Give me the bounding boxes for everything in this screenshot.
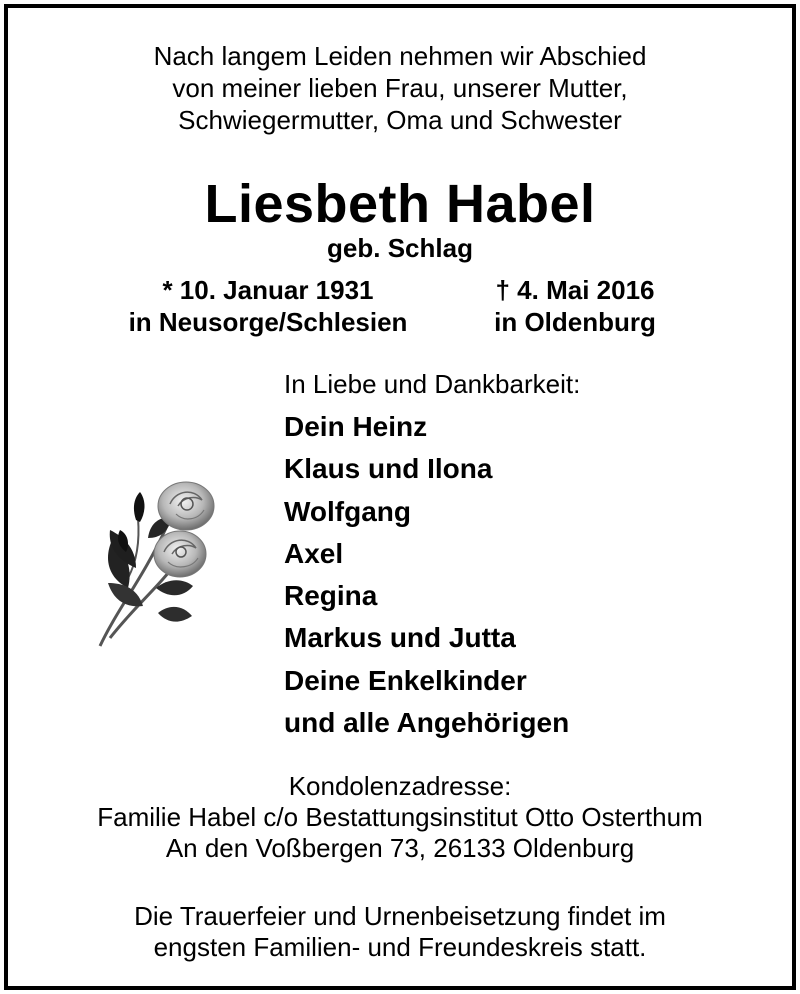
ceremony-line: engsten Familien- und Freundeskreis statt. — [153, 932, 647, 962]
mourner-name: Regina — [284, 580, 378, 612]
death-place: in Oldenburg — [494, 307, 656, 337]
mourner-name: Deine Enkelkinder — [284, 664, 527, 696]
maiden-name: geb. Schlag — [327, 233, 473, 263]
intro-line: Schwiegermutter, Oma und Schwester — [178, 105, 622, 135]
condolence-line: Familie Habel c/o Bestattungsinstitut Otto Osterthum — [97, 802, 703, 832]
birth-date: * 10. Januar 1931 — [162, 275, 374, 305]
intro-text — [8, 40, 792, 136]
death-info — [460, 274, 690, 338]
condolence-line: An den Voßbergen 73, 26133 Oldenburg — [165, 833, 635, 863]
intro-line: Nach langem Leiden nehmen wir Abschied — [153, 41, 647, 71]
mourner-name: Wolfgang — [284, 495, 412, 527]
death-date: † 4. Mai 2016 — [495, 275, 655, 305]
mourner-name: Dein Heinz — [284, 411, 428, 442]
birth-place: in Neusorge/Schlesien — [128, 307, 408, 337]
mourner-name: Axel — [284, 537, 344, 569]
mourner-name: Markus und Jutta — [284, 622, 516, 654]
condolence-label: Kondolenzadresse: — [288, 771, 512, 801]
mourner-name: Klaus und Ilona — [284, 453, 493, 485]
ceremony-note — [8, 901, 792, 963]
ceremony-line: Die Trauerfeier und Urnenbeisetzung findet im — [134, 901, 666, 931]
deceased-name: Liesbeth Habel — [204, 174, 596, 234]
condolence-address — [8, 771, 792, 864]
intro-line: von meiner lieben Frau, unserer Mutter, — [172, 73, 628, 103]
mourner-name: und alle Angehörigen — [284, 707, 570, 739]
birth-info — [108, 274, 428, 338]
mourners-heading: In Liebe und Dankbarkeit: — [284, 369, 581, 399]
obituary-notice — [4, 4, 796, 990]
rose-icon — [88, 468, 228, 658]
mourners-list — [284, 406, 569, 744]
